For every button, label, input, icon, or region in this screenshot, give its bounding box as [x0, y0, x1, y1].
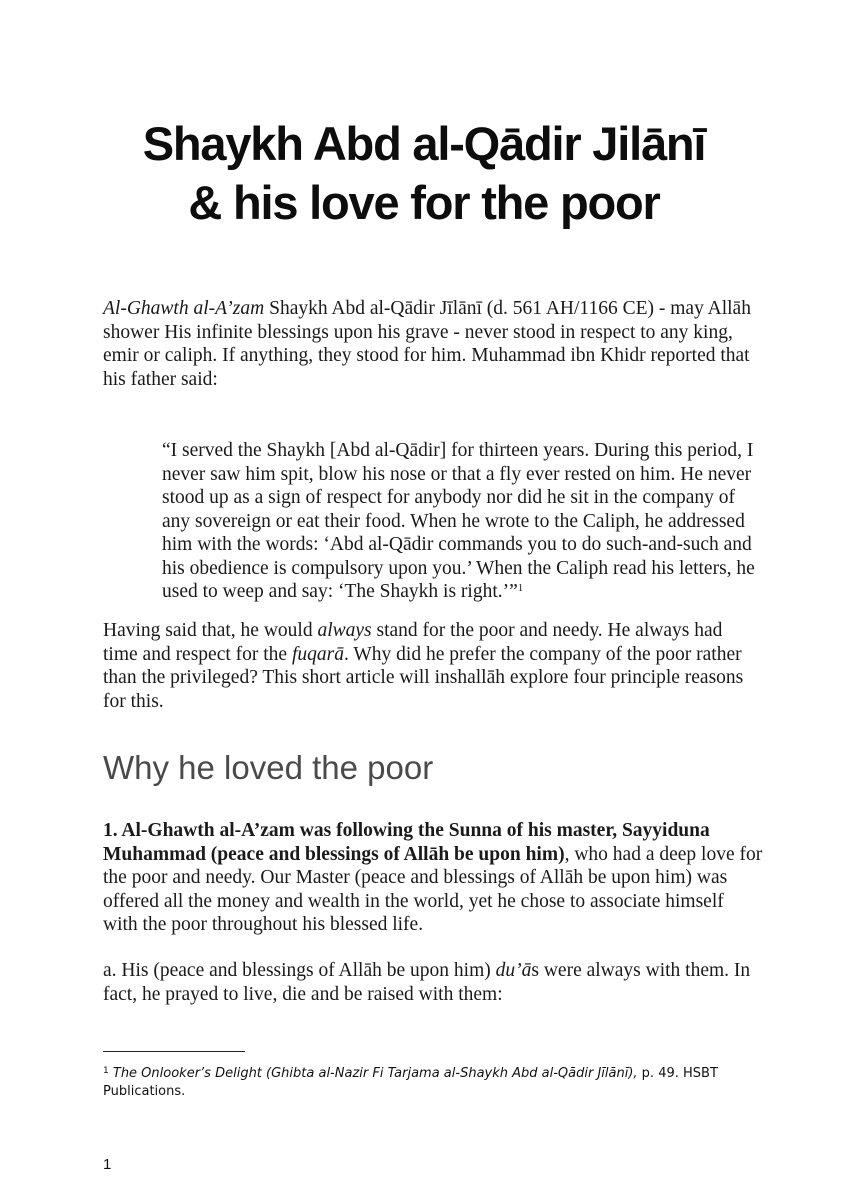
page-title	[60, 114, 788, 232]
point-1-bold: 1. Al-Ghawth al-A’zam was following the Sunna of his master, Sayyiduna Muhammad (peace and blessings of Allāh be upon him)	[103, 820, 710, 865]
title-line-1: Shaykh Abd al-Qādir Jilānī	[142, 117, 706, 170]
point-1-paragraph	[103, 819, 763, 937]
point-1a-paragraph	[103, 959, 763, 1006]
point-1a-italic-dua: du’ā	[495, 960, 532, 981]
intro-text: Shaykh Abd al-Qādir Jīlānī (d. 561 AH/1166 CE) - may Allāh shower His infinite blessings upon his grave - never stood in respect to any king, emir or caliph. If anything, they stood for him. Muhammad ibn Khidr reported that his father said:	[103, 298, 751, 390]
quote-text: “I served the Shaykh [Abd al-Qādir] for thirteen years. During this period, I never saw him spit, blow his nose or that a fly ever rested on him. He never stood up as a sign of respect for anybody nor did he sit in the company of any sovereign or eat their food. When he wrote to the Caliph, he addressed him with the words: ‘Abd al-Qādir commands you to do such-and-such and his obedience is compulsory upon you.’ When the Caliph read his letters, he used to weep and say: ‘The Shaykh is right.’”	[162, 440, 755, 602]
footnote-ref: 1	[517, 582, 524, 594]
point-1a-part1: a. His (peace and blessings of Allāh be upon him)	[103, 960, 496, 981]
page-number: 1	[103, 1156, 112, 1173]
section-heading: Why he loved the poor	[103, 749, 434, 786]
para2-part1: Having said that, he would	[103, 620, 318, 641]
footnote-divider	[103, 1051, 245, 1052]
block-quote	[162, 439, 762, 604]
footnote-italic: The Onlooker’s Delight (Ghibta al-Nazir Fi Tarjama al-Shaykh Abd al-Qādir Jīlānī),	[112, 1066, 638, 1081]
footnote-text: p. 49. HSBT Publications.	[103, 1066, 718, 1099]
intro-italic-lead: Al-Ghawth al-A’zam	[103, 298, 265, 319]
intro-paragraph	[103, 297, 753, 391]
point-1-text: , who had a deep love for the poor and needy. Our Master (peace and blessings of Allāh be upon him) was offered all the money and wealth in the world, yet he chose to associate himself with the poor throughout his blessed life.	[103, 843, 763, 935]
footnote-number: 1	[103, 1066, 109, 1076]
para2-part3: . Why did he prefer the company of the poor rather than the privileged? This short article will inshallāh explore four principle reasons for this.	[103, 643, 744, 712]
point-1a-part2: s were always with them. In fact, he prayed to live, die and be raised with them:	[103, 960, 751, 1005]
para2-part2: stand for the poor and needy. He always had time and respect for the	[103, 620, 723, 665]
title-line-2: & his love for the poor	[188, 176, 660, 229]
para2-italic-fuqara: fuqarā	[291, 643, 344, 665]
second-paragraph	[103, 619, 753, 713]
para2-italic-always: always	[317, 620, 372, 641]
footnote	[103, 1062, 743, 1101]
